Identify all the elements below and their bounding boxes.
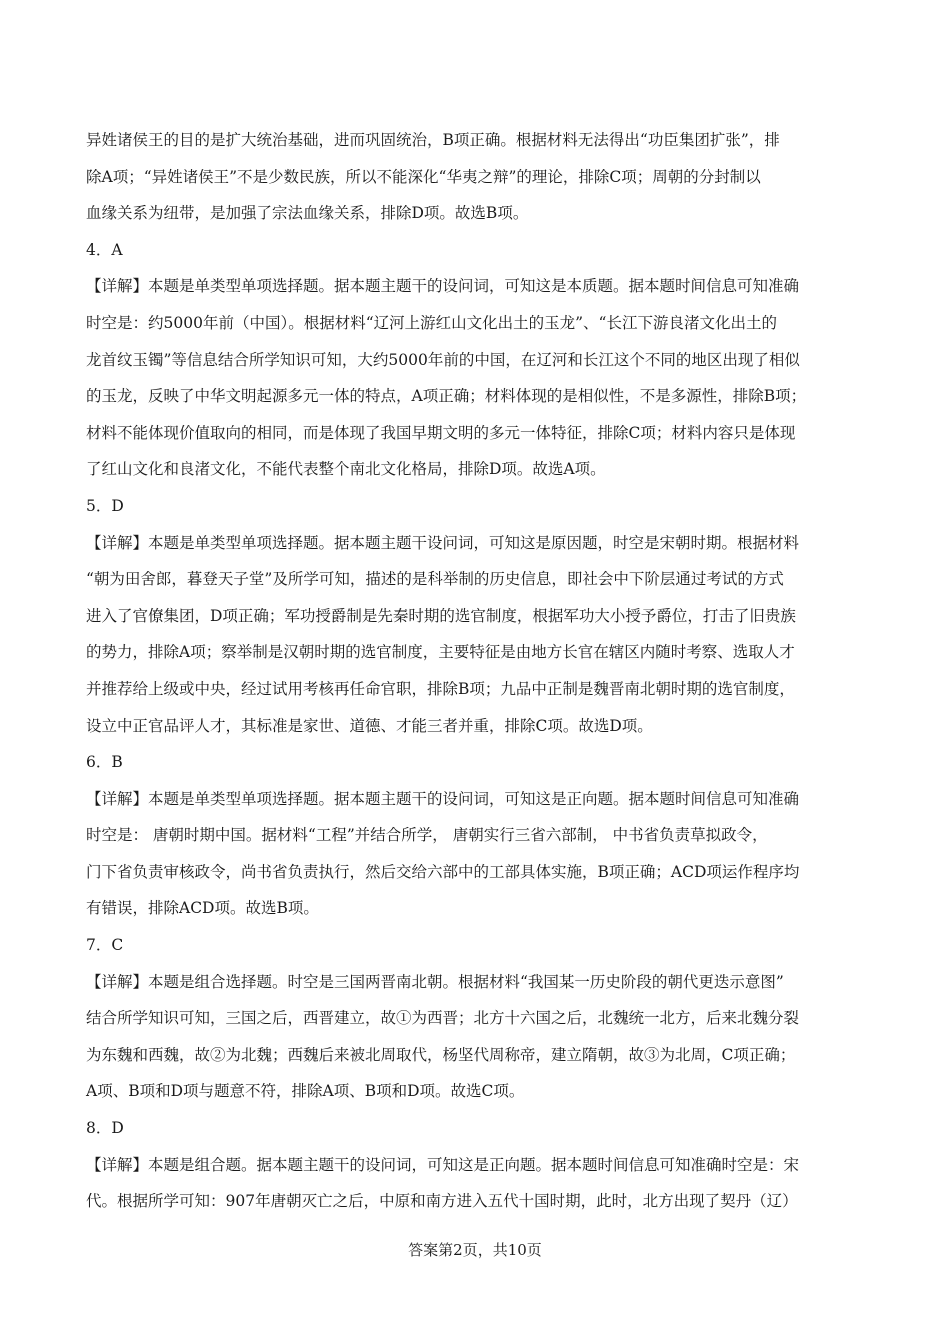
- text-line: 门下省负责审核政令，尚书省负责执行，然后交给六部中的工部具体实施，B项正确；ACD项运作程序均: [86, 862, 800, 881]
- text-line: 【详解】本题是单类型单项选择题。据本题主题干的设问词，可知这是本质题。据本题时间信息可知准确: [86, 277, 800, 296]
- text-line: 【详解】本题是组合选择题。时空是三国两晋南北朝。根据材料“我国某一历史阶段的朝代更迭示意图”: [86, 972, 784, 991]
- text-line: 设立中正官品评人才，其标准是家世、道德、才能三者并重，排除C项。故选D项。: [86, 716, 653, 735]
- text-line: 龙首纹玉镯”等信息结合所学知识可知，大约5000年前的中国，在辽河和长江这个不同的地区出现了相似: [86, 350, 800, 369]
- text-line: 6．B: [86, 753, 123, 772]
- text-line: 并推荐给上级或中央，经过试用考核再任命官职，排除B项；九品中正制是魏晋南北朝时期的选官制度，: [86, 679, 795, 698]
- text-line: 【详解】本题是组合题。据本题主题干的设问词，可知这是正向题。据本题时间信息可知准确时空是：宋: [86, 1155, 800, 1174]
- text-line: 7．C: [86, 936, 124, 955]
- text-line: 时空是：约5000年前（中国）。根据材料“辽河上游红山文化出土的玉龙”、“长江下游良渚文化出土的: [86, 313, 777, 332]
- text-line: 5．D: [86, 496, 124, 515]
- text-line: 材料不能体现价值取向的相同，而是体现了我国早期文明的多元一体特征，排除C项；材料内容只是体现: [86, 423, 796, 442]
- text-line: 进入了官僚集团，D项正确；军功授爵制是先秦时期的选官制度，根据军功大小授予爵位，打击了旧贵族: [86, 606, 796, 625]
- document-body: [86, 122, 866, 1220]
- text-line: 的势力，排除A项；察举制是汉朝时期的选官制度，主要特征是由地方长官在辖区内随时考察、选取人才: [86, 643, 795, 662]
- text-line: 的玉龙，反映了中华文明起源多元一体的特点，A项正确；材料体现的是相似性，不是多源性，排除B项；: [86, 387, 807, 406]
- text-line: 了红山文化和良渚文化，不能代表整个南北文化格局，排除D项。故选A项。: [86, 460, 606, 479]
- text-line: 血缘关系为纽带，是加强了宗法血缘关系，排除D项。故选B项。: [86, 204, 529, 223]
- text-line: 【详解】本题是单类型单项选择题。据本题主题干的设问词，可知这是正向题。据本题时间信息可知准确: [86, 789, 800, 808]
- page-footer: 答案第2页，共10页: [408, 1241, 542, 1259]
- text-line: 【详解】本题是单类型单项选择题。据本题主题干设问词，可知这是原因题，时空是宋朝时期。根据材料: [86, 533, 800, 552]
- text-line: 4．A: [86, 240, 123, 259]
- text-line: 有错误，排除ACD项。故选B项。: [86, 899, 319, 918]
- text-line: 时空是： 唐朝时期中国。据材料“工程”并结合所学， 唐朝实行三省六部制， 中书省负责草拟政令，: [86, 826, 768, 845]
- text-line: A项、B项和D项与题意不符，排除A项、B项和D项。故选C项。: [86, 1082, 525, 1101]
- text-line: 异姓诸侯王的目的是扩大统治基础，进而巩固统治，B项正确。根据材料无法得出“功臣集团扩张”，排: [86, 131, 780, 149]
- text-line: “朝为田舍郎，暮登天子堂”及所学可知，描述的是科举制的历史信息，即社会中下阶层通过考试的方式: [86, 570, 784, 589]
- text-line: 8．D: [86, 1119, 124, 1138]
- text-line: 代。根据所学可知：907年唐朝灭亡之后，中原和南方进入五代十国时期，此时，北方出现了契丹（辽）: [86, 1192, 798, 1211]
- text-line: 结合所学知识可知，三国之后，西晋建立，故①为西晋；北方十六国之后，北魏统一北方，后来北魏分裂: [86, 1009, 800, 1028]
- text-line: 除A项；“异姓诸侯王”不是少数民族，所以不能深化“华夷之辩”的理论，排除C项；周朝的分封制以: [86, 167, 761, 186]
- text-line: 为东魏和西魏，故②为北魏；西魏后来被北周取代，杨坚代周称帝，建立隋朝，故③为北周，C项正确；: [86, 1045, 796, 1064]
